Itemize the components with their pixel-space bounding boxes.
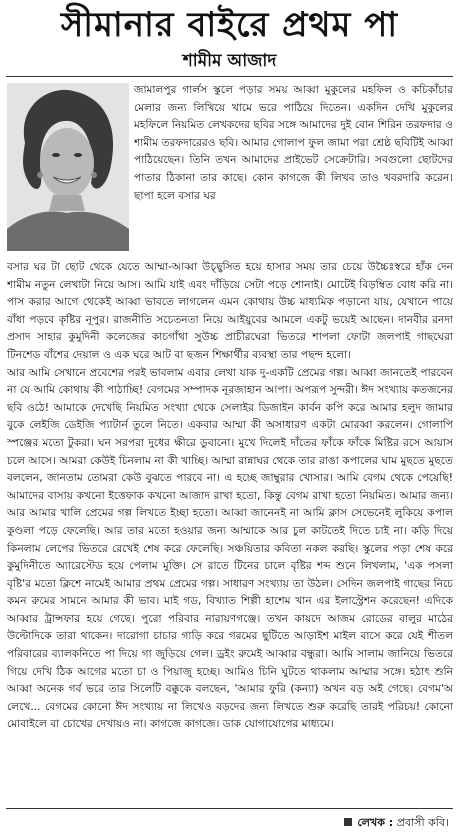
article-paragraph-intro: জামালপুর গার্লস স্কুলে পড়ার সময় আব্বা মুকুলের মহফিল ও কচিকাঁচার মেলার জন্য লিখিয়ে খামে ভরে পাঠিয়ে দিতেন। একদিন দেখি মুকুলের মহফিলে নিয়মিত লেখকদের ছবির সঙ্গে আমাদের দুই বোন শিরিন তরফদার ও শামীম তরফদারেরও ছবি। আমার গোলাপ ফুল জামা পরা শ্রেষ্ঠ ছবিটিই আব্বা পাঠিয়েছেন। তিনি তখন আমাদের প্রাইভেট সেক্রেটারি। সবগুলো ছোটদের পাতার ঠিকানা তার কাছে। কোন কাগজে কী লিখব তাও খবরদারি করেন। ছাপা হলে বসার ঘর	[134, 84, 453, 202]
author-note-text: প্রবাসী কবি।	[396, 816, 449, 829]
header-divider	[6, 76, 453, 77]
article-main-column	[7, 259, 453, 802]
article-title: সীমানার বাইরে প্রথম পা	[60, 5, 399, 45]
author-portrait-image	[7, 83, 129, 251]
bullet-square-icon	[344, 818, 352, 826]
article-intro-column	[134, 82, 453, 259]
author-photo	[7, 83, 129, 251]
footer-divider	[6, 808, 453, 809]
author-note-label: লেখক :	[357, 816, 394, 829]
article-paragraph-intro-cont: বসার ঘর টা ছোট থেকে যেতে আম্মা-আব্বা উচ্ছ্বসিত হয়ে হাসার সময় তার চেয়ে উচ্চৈঃস্বরে হাঁক দেন শামীম নতুন লেখাটা নিয়ে আস। আমি যাই এবং দাঁড়িয়ে সেটা পড়ে শোনাই। মোটেই বিড়ম্বিত বোধ করি না। পাস করার আগে থেকেই আব্বা ভাবতে লাগলেন এমন কোথায় উচ্চ মাধ্যমিক পড়ানো যায়, যেখানে পায়ে বাঁধা পড়বে কৃষ্টির নূপুর। রাজনীতি সচেতনতা নিয়ে আইয়ুবের আমলে একটু ভয়েই আছেন। দানবীর রনদা প্রসাদ সাহার কুমুদিনী কলেজের কাচগাঁথা সুউচ্চ প্রাচীরঘেরা ভিতরে শাপলা ফোটা জলপাই গাছঘেরা টিনশেড বাঁশের দেয়াল ও এক ঘরে আট বা ছজন শিক্ষার্থীর ব্যবস্থা তার পছন্দ হলো।	[7, 261, 453, 361]
author-note	[344, 814, 449, 832]
author-byline: শামীম আজাদ	[182, 51, 277, 71]
article-paragraph-main: আর আমি সেখানে প্রবেশের পরই ভাবলাম এবার লেখা যাক দু-একটি প্রেমের গল্প। আব্বা জানতেই পারবেন না যে আমি কোথায় কী পাঠাচ্ছি! বেগমের সম্পাদক নূরজাহান আপা। অপরূপ সুন্দরী। ঈদ সংখ্যায় কতজনের ছবি ওঠে! আমাকে দেখেছি নিয়মিত সংখ্যা থেকে সেলাইর ডিজাইন কার্বন কপি করে আমার হলুদ জামার বুকে লেইজি ডেইজি প্যাটার্ন তুলে নিতে। একবার আম্মা কী অসাধারণ একটা মোরব্বা করলেন। গোলাপি স্পঞ্জের মতো টুকরা। ঘন সরপরা দুধের ক্ষীরে ডুবানো। মুখে দিলেই দাঁতের ফাঁকে ফাঁকে মিষ্টির রসে আয়াস চলে আসে। আমরা কেউই চিনলাম না কী খাচ্ছি। আম্মা রান্নাঘর থেকে তার রাঙা কপালের ঘাম মুছতে মুছতে বললেন, জানতাম তোমরা কেউ বুঝতে পারবে না। এ হচ্ছে জাম্বুরার খোসার। আমি বেগম থেকে পেয়েছি! আমাদের বাসায় কখনো ইত্তেফাক কখনো আজাদ রাখা হতো, কিন্তু বেগম রাখা হতো নিয়মিত। আমার জন্য। আর আমার খালি প্রেমের গল্প লিখতে ইচ্ছা হতো। আব্বা জানেনই না আমি ক্লাস সেভেনেই লুকিয়ে কপাল কুণ্ডলা পড়ে ফেলেছি। আর তার মতো হওয়ার জন্য আম্মাকে আর চুল কাটতেই দিতে চাই না। কড়ি দিয়ে কিনলাম লেপের ভিতরে রেখেই শেষ করে ফেলেছি। সঞ্চয়িতার কবিতা নকল করছি। স্কুলের পড়া শেষ করে কুমুদিনীতে অ্যারেস্টেড হয়ে পেলাম মুক্তি। সে রাতে টিনের চালে বৃষ্টির শব্দ শুনে লিখলাম, 'এক পসলা বৃষ্টি'র মতো ক্লিশে নামেই আমার প্রথম প্রেমের গল্প। সাধারণ সংখ্যায় তা উঠল। সেদিন জলপাই গাছের নিচে কমন রুমের সামনে আমার কী ভাব। মাই গড, বিখ্যাত শিল্পী হাশেম খান এর ইলাস্ট্রেশন করেছেন! এদিকে আব্বার ট্রান্সফার হয়ে গেছে। পুরো পরিবার নারায়ণগঞ্জে। তখন কায়দে আজম রোডের বালুর মাঠের উল্টোদিকে তারা থাকেন। দারোগা চাচার গাড়ি করে গরমের ছুটিতে আড়াইশ মাইল বাসে করে যেই শীতল পরিবারের ব্যালকনিতে পা দিয়ে গা জুড়িয়ে গেল। ড্রইং রুমেই আব্বার বন্ধুরা। আমি সালাম জানিয়ে ভিতরে গিয়ে দেখি ঠিক আগের মতো চা ও পিয়াজু হচ্ছে। আমিও চিনি ঘুটতে থাকলাম আম্মার সঙ্গে। হঠাৎ শুনি আব্বা অনেক গর্ব ভরে তার সিলেটি বক্কুকে বলছেন, 'আমার ফুরি (কন্যা) অখন বড় অই গেছে। বেগম'অ লেখে... বেগমের কোনো ঈদ সংখ্যায় না লিখেও বড়দের জন্য লিখতে শুরু করেছি তারই পরিচয়! কোনো মোবাইলে বা চোখের দেখায়ও না। কাগজে কাগজে। ডাক যোগাযোগের মাধ্যমে।	[7, 366, 453, 731]
